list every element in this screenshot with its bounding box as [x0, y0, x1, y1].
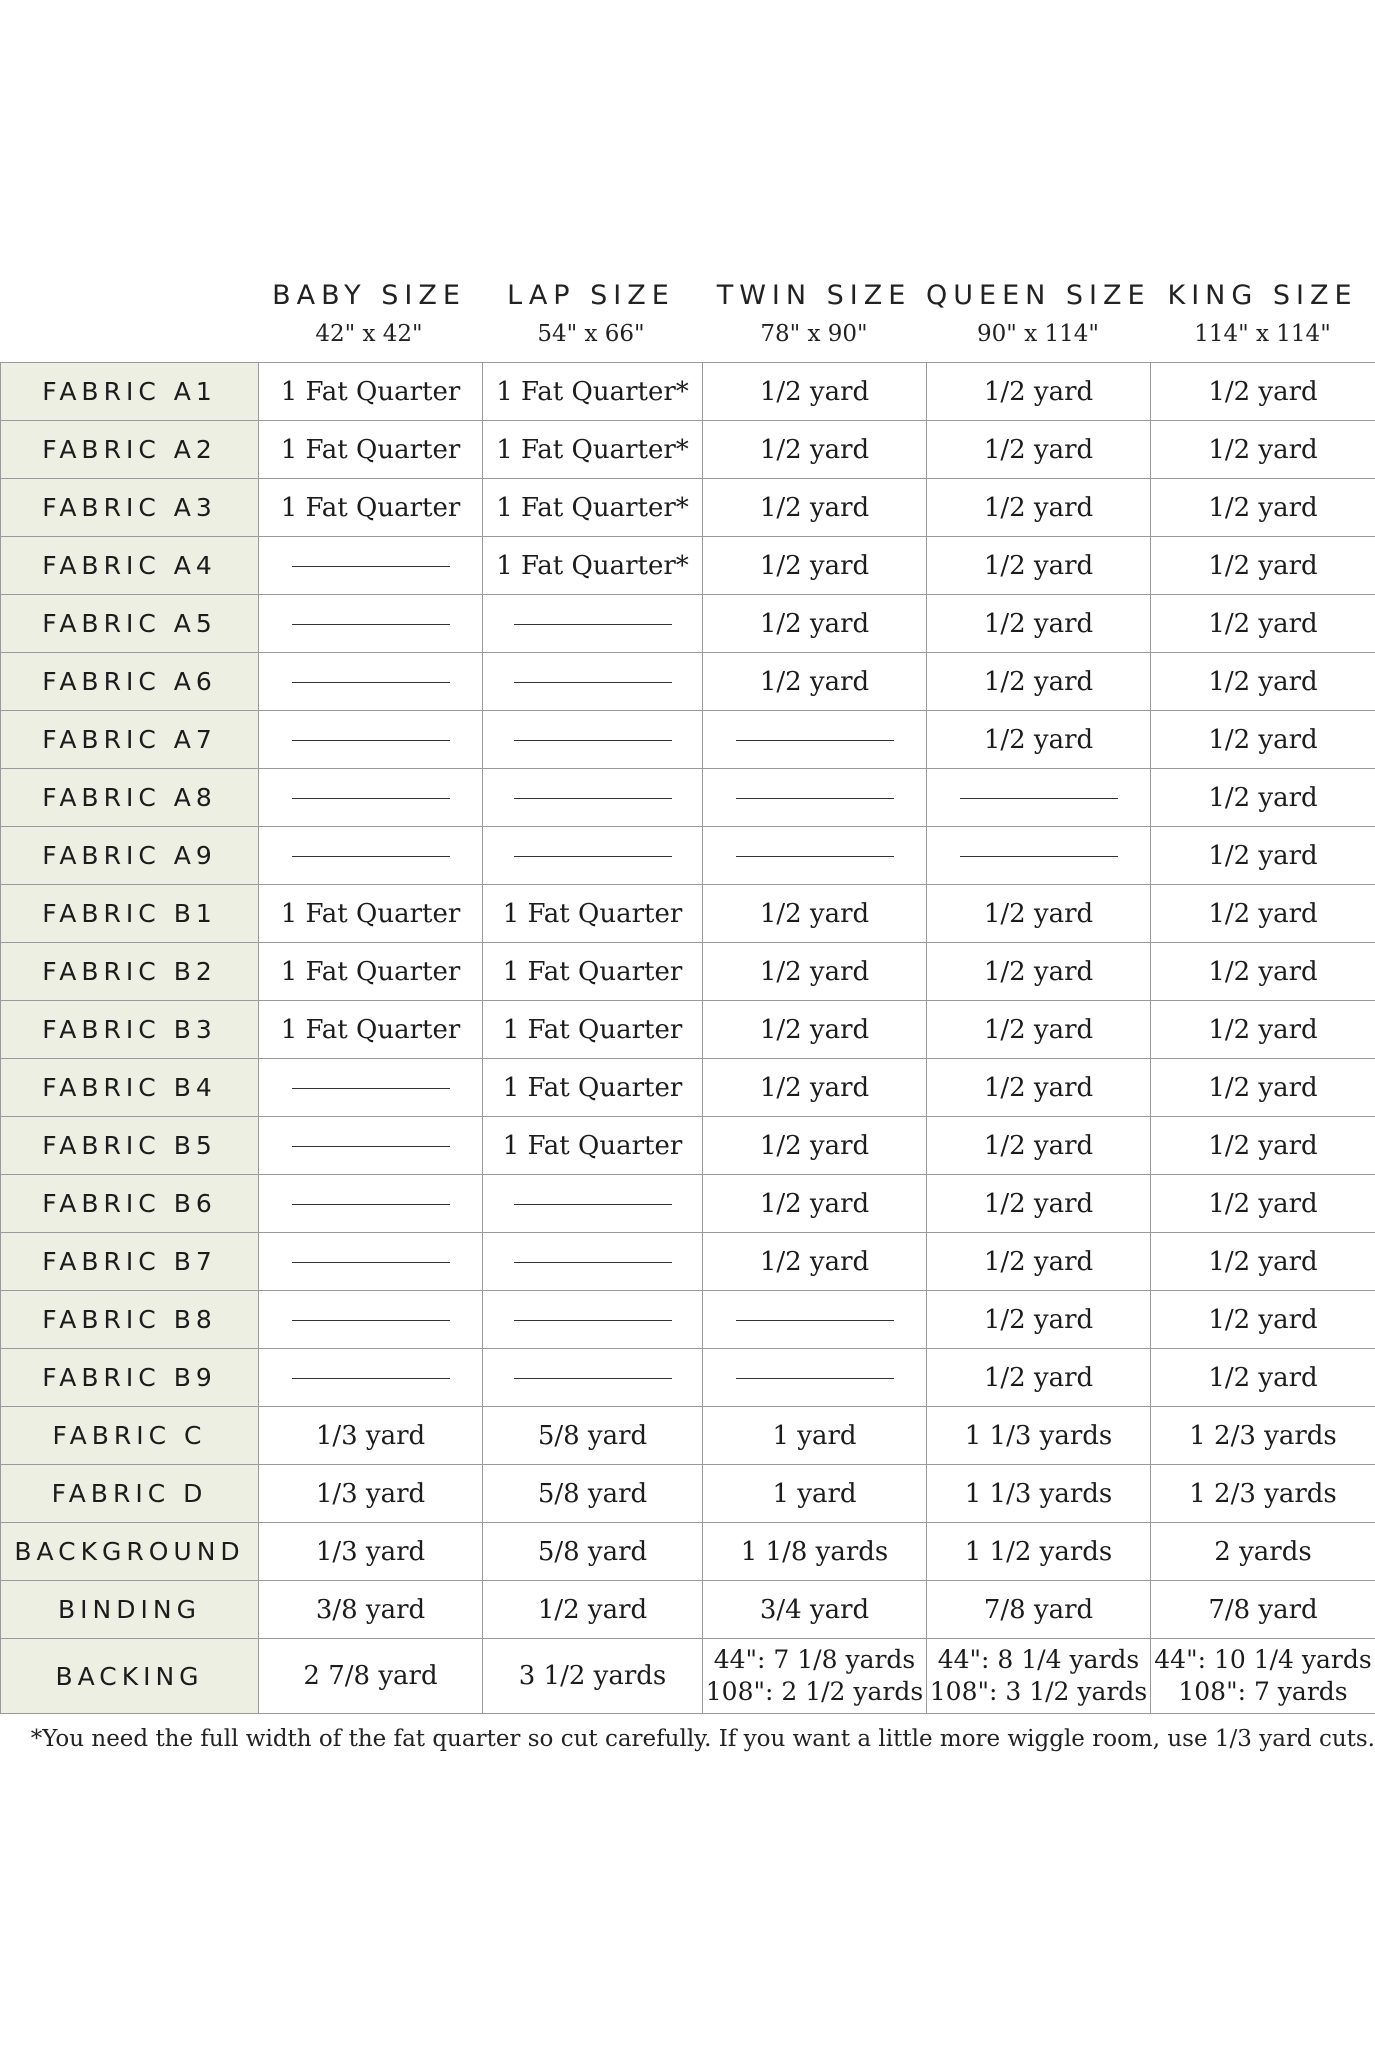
not-needed-dash — [292, 856, 450, 857]
table-cell-queen: 1 1/3 yards — [927, 1407, 1151, 1465]
table-cell-queen: 1/2 yard — [927, 1001, 1151, 1059]
row-label: FABRIC C — [1, 1407, 259, 1465]
table-cell-queen: 1/2 yard — [927, 1059, 1151, 1117]
not-needed-dash — [514, 1262, 672, 1263]
row-label: FABRIC A4 — [1, 537, 259, 595]
table-cell-baby — [259, 1059, 483, 1117]
table-cell-twin: 1/2 yard — [703, 595, 927, 653]
table-cell-baby — [259, 1175, 483, 1233]
table-cell-king: 1/2 yard — [1151, 1349, 1375, 1407]
table-cell-twin — [703, 827, 927, 885]
table-cell-queen: 1 1/2 yards — [927, 1523, 1151, 1581]
row-label: BINDING — [1, 1581, 259, 1639]
table-cell-lap: 1 Fat Quarter* — [483, 537, 703, 595]
table-cell-twin: 1/2 yard — [703, 653, 927, 711]
table-cell-lap: 5/8 yard — [483, 1523, 703, 1581]
not-needed-dash — [292, 1146, 450, 1147]
table-cell-twin: 1 1/8 yards — [703, 1523, 927, 1581]
fabric-requirements-table — [0, 362, 1375, 1714]
table-cell-lap: 1 Fat Quarter — [483, 1117, 703, 1175]
table-cell-twin: 1/2 yard — [703, 1175, 927, 1233]
column-header-name: QUEEN SIZE — [926, 280, 1151, 311]
column-header-name: BABY SIZE — [272, 280, 466, 311]
table-cell-twin: 1/2 yard — [703, 1059, 927, 1117]
row-label: FABRIC A6 — [1, 653, 259, 711]
table-cell-baby — [259, 1349, 483, 1407]
table-cell-lap — [483, 1349, 703, 1407]
table-cell-king: 1/2 yard — [1151, 1117, 1375, 1175]
table-cell-baby: 1 Fat Quarter — [259, 479, 483, 537]
table-row — [1, 1175, 1375, 1233]
table-cell-twin: 1 yard — [703, 1465, 927, 1523]
not-needed-dash — [292, 1262, 450, 1263]
table-cell-baby — [259, 1117, 483, 1175]
table-cell-king: 1/2 yard — [1151, 363, 1375, 421]
table-row — [1, 885, 1375, 943]
not-needed-dash — [514, 624, 672, 625]
table-cell-queen: 1/2 yard — [927, 363, 1151, 421]
table-row-backing — [1, 1639, 1375, 1714]
row-label: FABRIC B2 — [1, 943, 259, 1001]
table-cell-baby — [259, 1233, 483, 1291]
not-needed-dash — [736, 1320, 894, 1321]
not-needed-dash — [736, 1378, 894, 1379]
table-cell-twin: 1/2 yard — [703, 1233, 927, 1291]
table-cell-twin: 1/2 yard — [703, 421, 927, 479]
column-header-name: LAP SIZE — [507, 280, 675, 311]
table-cell-queen: 1/2 yard — [927, 1233, 1151, 1291]
row-label: BACKING — [1, 1639, 259, 1714]
table-cell-baby — [259, 827, 483, 885]
table-cell-queen: 1/2 yard — [927, 943, 1151, 1001]
table-cell-lap — [483, 827, 703, 885]
table-body — [1, 363, 1375, 1639]
table-cell-king: 1/2 yard — [1151, 653, 1375, 711]
not-needed-dash — [514, 798, 672, 799]
table-row — [1, 1233, 1375, 1291]
table-cell-baby: 2 7/8 yard — [259, 1639, 483, 1714]
row-label: FABRIC B9 — [1, 1349, 259, 1407]
table-row — [1, 421, 1375, 479]
not-needed-dash — [960, 798, 1118, 799]
table-cell-king: 1/2 yard — [1151, 943, 1375, 1001]
row-label: FABRIC B5 — [1, 1117, 259, 1175]
row-label: FABRIC B3 — [1, 1001, 259, 1059]
table-cell-twin: 1/2 yard — [703, 479, 927, 537]
column-header-twin — [702, 276, 926, 352]
backing-44-value: 44": 10 1/4 yards — [1154, 1645, 1372, 1674]
row-label: FABRIC A7 — [1, 711, 259, 769]
table-cell-king: 1/2 yard — [1151, 769, 1375, 827]
table-cell-twin — [703, 1639, 927, 1714]
row-label: BACKGROUND — [1, 1523, 259, 1581]
table-cell-twin — [703, 1291, 927, 1349]
table-row — [1, 1407, 1375, 1465]
table-cell-king — [1151, 1639, 1375, 1714]
footnote: *You need the full width of the fat quarter so cut carefully. If you want a little more wiggle room, use 1/3 yard cuts. — [30, 1726, 1375, 1752]
table-row — [1, 1465, 1375, 1523]
table-cell-lap: 1 Fat Quarter — [483, 1059, 703, 1117]
table-cell-twin — [703, 769, 927, 827]
table-row — [1, 1117, 1375, 1175]
table-row — [1, 1581, 1375, 1639]
table-row — [1, 827, 1375, 885]
table-cell-baby: 1/3 yard — [259, 1523, 483, 1581]
table-cell-baby: 3/8 yard — [259, 1581, 483, 1639]
column-header-dims: 90" x 114" — [977, 321, 1099, 347]
table-cell-baby: 1 Fat Quarter — [259, 885, 483, 943]
not-needed-dash — [292, 1088, 450, 1089]
table-cell-baby: 1 Fat Quarter — [259, 1001, 483, 1059]
table-cell-king: 1/2 yard — [1151, 1233, 1375, 1291]
not-needed-dash — [960, 856, 1118, 857]
backing-108-value: 108": 2 1/2 yards — [705, 1677, 924, 1706]
row-label: FABRIC D — [1, 1465, 259, 1523]
column-header-name: TWIN SIZE — [716, 280, 912, 311]
column-header-name: KING SIZE — [1167, 280, 1358, 311]
not-needed-dash — [292, 798, 450, 799]
table-cell-baby — [259, 537, 483, 595]
table-cell-queen: 1/2 yard — [927, 1175, 1151, 1233]
table-cell-baby — [259, 1291, 483, 1349]
table-cell-lap: 1 Fat Quarter* — [483, 479, 703, 537]
table-cell-king: 1/2 yard — [1151, 1291, 1375, 1349]
table-cell-king: 1/2 yard — [1151, 479, 1375, 537]
not-needed-dash — [514, 856, 672, 857]
not-needed-dash — [292, 1320, 450, 1321]
table-row — [1, 711, 1375, 769]
table-cell-king: 1 2/3 yards — [1151, 1407, 1375, 1465]
row-label: FABRIC B1 — [1, 885, 259, 943]
row-label: FABRIC B8 — [1, 1291, 259, 1349]
table-cell-queen: 1/2 yard — [927, 479, 1151, 537]
table-cell-queen: 1/2 yard — [927, 595, 1151, 653]
table-row — [1, 479, 1375, 537]
column-header-dims: 114" x 114" — [1194, 321, 1331, 347]
table-cell-baby: 1 Fat Quarter — [259, 363, 483, 421]
table-cell-king: 1/2 yard — [1151, 1175, 1375, 1233]
table-row — [1, 537, 1375, 595]
table-cell-baby — [259, 711, 483, 769]
backing-108-value: 108": 7 yards — [1178, 1677, 1348, 1706]
row-label: FABRIC A8 — [1, 769, 259, 827]
table-cell-queen: 1/2 yard — [927, 421, 1151, 479]
table-cell-baby: 1/3 yard — [259, 1407, 483, 1465]
table-cell-lap — [483, 769, 703, 827]
table-cell-twin: 1 yard — [703, 1407, 927, 1465]
not-needed-dash — [292, 566, 450, 567]
table-cell-lap: 5/8 yard — [483, 1465, 703, 1523]
table-cell-twin — [703, 711, 927, 769]
table-cell-queen: 7/8 yard — [927, 1581, 1151, 1639]
table-cell-king: 2 yards — [1151, 1523, 1375, 1581]
column-header-king — [1150, 276, 1375, 352]
table-cell-lap: 1 Fat Quarter — [483, 943, 703, 1001]
table-cell-king: 1/2 yard — [1151, 885, 1375, 943]
table-cell-queen: 1 1/3 yards — [927, 1465, 1151, 1523]
table-cell-king: 7/8 yard — [1151, 1581, 1375, 1639]
table-cell-lap: 5/8 yard — [483, 1407, 703, 1465]
table-cell-lap: 1 Fat Quarter* — [483, 421, 703, 479]
row-label: FABRIC A5 — [1, 595, 259, 653]
table-cell-baby: 1 Fat Quarter — [259, 943, 483, 1001]
table-cell-lap — [483, 653, 703, 711]
table-cell-lap — [483, 1175, 703, 1233]
not-needed-dash — [736, 798, 894, 799]
table-cell-lap: 1 Fat Quarter — [483, 885, 703, 943]
table-cell-king: 1/2 yard — [1151, 1001, 1375, 1059]
table-cell-lap: 1/2 yard — [483, 1581, 703, 1639]
table-row — [1, 1349, 1375, 1407]
table-cell-baby — [259, 595, 483, 653]
row-label: FABRIC A9 — [1, 827, 259, 885]
table-cell-queen: 1/2 yard — [927, 711, 1151, 769]
not-needed-dash — [736, 740, 894, 741]
table-cell-king: 1/2 yard — [1151, 827, 1375, 885]
row-label: FABRIC A1 — [1, 363, 259, 421]
row-label: FABRIC A3 — [1, 479, 259, 537]
table-row — [1, 1001, 1375, 1059]
row-label: FABRIC B6 — [1, 1175, 259, 1233]
not-needed-dash — [514, 1320, 672, 1321]
table-cell-king: 1 2/3 yards — [1151, 1465, 1375, 1523]
table-row — [1, 363, 1375, 421]
column-header-queen — [926, 276, 1150, 352]
table-cell-lap: 1 Fat Quarter* — [483, 363, 703, 421]
table-cell-twin: 1/2 yard — [703, 885, 927, 943]
column-header-lap — [482, 276, 700, 352]
table-row — [1, 1291, 1375, 1349]
table-row — [1, 1523, 1375, 1581]
not-needed-dash — [514, 1378, 672, 1379]
row-label: FABRIC A2 — [1, 421, 259, 479]
column-header-baby — [258, 276, 480, 352]
size-header-row — [0, 276, 1375, 366]
column-header-dims: 54" x 66" — [537, 321, 645, 347]
table-cell-king: 1/2 yard — [1151, 711, 1375, 769]
not-needed-dash — [292, 740, 450, 741]
table-cell-lap: 3 1/2 yards — [483, 1639, 703, 1714]
table-row — [1, 595, 1375, 653]
table-cell-lap — [483, 711, 703, 769]
table-cell-twin: 3/4 yard — [703, 1581, 927, 1639]
table-cell-queen: 1/2 yard — [927, 885, 1151, 943]
table-row — [1, 653, 1375, 711]
table-cell-king: 1/2 yard — [1151, 595, 1375, 653]
table-row — [1, 769, 1375, 827]
not-needed-dash — [292, 1378, 450, 1379]
table-cell-lap — [483, 595, 703, 653]
column-header-dims: 78" x 90" — [760, 321, 868, 347]
row-label: FABRIC B4 — [1, 1059, 259, 1117]
table-row — [1, 1059, 1375, 1117]
table-cell-baby: 1 Fat Quarter — [259, 421, 483, 479]
table-cell-queen — [927, 827, 1151, 885]
table-cell-twin: 1/2 yard — [703, 1001, 927, 1059]
table-cell-king: 1/2 yard — [1151, 537, 1375, 595]
not-needed-dash — [292, 1204, 450, 1205]
table-cell-twin: 1/2 yard — [703, 943, 927, 1001]
table-cell-lap — [483, 1291, 703, 1349]
table-cell-twin: 1/2 yard — [703, 363, 927, 421]
backing-44-value: 44": 7 1/8 yards — [713, 1645, 916, 1674]
table-cell-queen — [927, 1639, 1151, 1714]
table-cell-lap — [483, 1233, 703, 1291]
table-cell-queen: 1/2 yard — [927, 1349, 1151, 1407]
table-cell-lap: 1 Fat Quarter — [483, 1001, 703, 1059]
not-needed-dash — [514, 740, 672, 741]
table-cell-queen: 1/2 yard — [927, 653, 1151, 711]
table-cell-king: 1/2 yard — [1151, 421, 1375, 479]
table-row — [1, 943, 1375, 1001]
row-label: FABRIC B7 — [1, 1233, 259, 1291]
table-cell-queen — [927, 769, 1151, 827]
table-cell-twin — [703, 1349, 927, 1407]
column-header-dims: 42" x 42" — [315, 321, 423, 347]
table-cell-baby: 1/3 yard — [259, 1465, 483, 1523]
not-needed-dash — [514, 682, 672, 683]
not-needed-dash — [292, 682, 450, 683]
table-cell-queen: 1/2 yard — [927, 1291, 1151, 1349]
table-cell-baby — [259, 653, 483, 711]
table-cell-twin: 1/2 yard — [703, 1117, 927, 1175]
backing-108-value: 108": 3 1/2 yards — [929, 1677, 1148, 1706]
table-cell-twin: 1/2 yard — [703, 537, 927, 595]
backing-44-value: 44": 8 1/4 yards — [937, 1645, 1140, 1674]
not-needed-dash — [514, 1204, 672, 1205]
not-needed-dash — [736, 856, 894, 857]
table-cell-queen: 1/2 yard — [927, 1117, 1151, 1175]
table-cell-king: 1/2 yard — [1151, 1059, 1375, 1117]
table-cell-queen: 1/2 yard — [927, 537, 1151, 595]
table-cell-baby — [259, 769, 483, 827]
not-needed-dash — [292, 624, 450, 625]
